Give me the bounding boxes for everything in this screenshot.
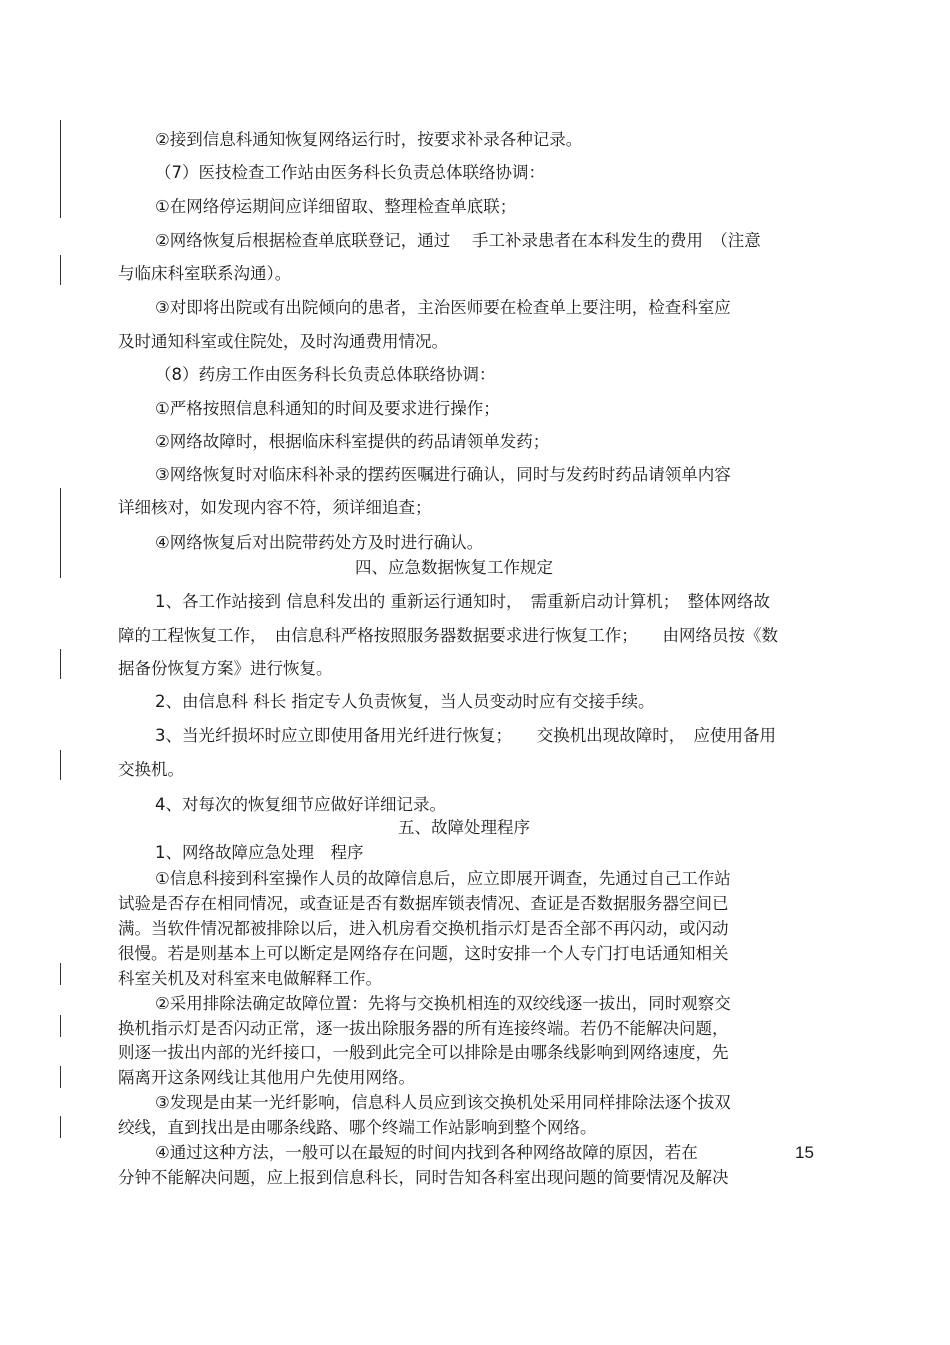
text-line: ③网络恢复时对临床科补录的摆药医嘱进行确认，同时与发药时药品请领单内容: [155, 465, 731, 484]
text-line: 3、当光纤损坏时应立即使用备用光纤进行恢复； 交换机出现故障时， 应使用备用: [155, 726, 776, 745]
change-bar: [60, 963, 61, 985]
text-line: 隔离开这条网线让其他用户先使用网络。: [118, 1068, 415, 1087]
text-line: 据备份恢复方案》进行恢复。: [118, 659, 333, 678]
text-line: 及时通知科室或住院处，及时沟通费用情况。: [118, 332, 448, 351]
text-line: ③发现是由某一光纤影响，信息科人员应到该交换机处采用同样排除法逐个拔双: [155, 1093, 731, 1112]
text-line: ②网络故障时，根据临床科室提供的药品请领单发药；: [155, 432, 550, 451]
text-line: ③对即将出院或有出院倾向的患者，主治医师要在检查单上要注明，检查科室应: [155, 298, 731, 317]
change-bar: [60, 255, 61, 285]
text-line: 试验是否存在相同情况，或查证是否有数据库锁表情况、查证是否数据服务器空间已: [118, 894, 729, 913]
text-line: ④网络恢复后对出院带药处方及时进行确认。: [155, 533, 484, 552]
text-line: （7）医技检查工作站由医务科长负责总体联络协调：: [155, 163, 545, 182]
text-line: ④通过这种方法，一般可以在最短的时间内找到各种网络故障的原因，若在: [155, 1143, 698, 1162]
text-line: ①严格按照信息科通知的时间及要求进行操作；: [155, 399, 500, 418]
text-line: 满。当软件情况都被排除以后，进入机房看交换机指示灯是否全部不再闪动，或闪动: [118, 919, 729, 938]
text-line: ①在网络停运期间应详细留取、整理检查单底联；: [155, 197, 517, 216]
change-bar: [60, 649, 61, 679]
text-line: 交换机。: [118, 760, 184, 779]
text-line: 则逐一拔出内部的光纤接口，一般到此完全可以排除是由哪条线影响到网络速度，先: [118, 1043, 729, 1062]
change-bar: [60, 488, 61, 578]
change-bar: [60, 750, 61, 780]
text-line: 换机指示灯是否闪动正常，逐一拔出除服务器的所有连接终端。若仍不能解决问题，: [118, 1019, 729, 1038]
change-bar: [60, 120, 61, 218]
text-line: （8）药房工作由医务科长负责总体联络协调：: [155, 365, 496, 384]
text-line: 详细核对，如发现内容不符，须详细追查；: [118, 498, 432, 517]
text-line: ②网络恢复后根据检查单底联登记，通过 手工补录患者在本科发生的费用 （注意: [155, 231, 761, 250]
change-bar: [60, 1066, 61, 1088]
text-line: 很慢。若是则基本上可以断定是网络存在问题，这时安排一个人专门打电话通知相关: [118, 944, 729, 963]
change-bar: [60, 1015, 61, 1037]
section-heading: 四、应急数据恢复工作规定: [355, 558, 553, 577]
text-line: 障的工程恢复工作， 由信息科严格按照服务器数据要求进行恢复工作； 由网络员按《数: [118, 626, 778, 645]
text-line: ②采用排除法确定故障位置：先将与交换机相连的双绞线逐一拔出，同时观察交: [155, 994, 731, 1013]
change-bar: [60, 1116, 61, 1138]
text-line: 与临床科室联系沟通）。: [118, 264, 292, 283]
text-line: 绞线，直到找出是由哪条线路、哪个终端工作站影响到整个网络。: [118, 1118, 597, 1137]
text-line: 分钟不能解决问题，应上报到信息科长，同时告知各科室出现问题的简要情况及解决: [118, 1168, 729, 1187]
text-line: 1、网络故障应急处理 程序: [155, 843, 364, 862]
text-line: ②接到信息科通知恢复网络运行时，按要求补录各种记录。: [155, 130, 583, 149]
page-number: 15: [795, 1143, 814, 1162]
text-line: 2、由信息科 科长 指定专人负责恢复，当人员变动时应有交接手续。: [155, 692, 655, 711]
text-line: 科室关机及对科室来电做解释工作。: [118, 969, 382, 988]
text-line: 4、对每次的恢复细节应做好详细记录。: [155, 795, 446, 814]
text-line: ①信息科接到科室操作人员的故障信息后，应立即展开调查，先通过自己工作站: [155, 869, 731, 888]
section-heading: 五、故障处理程序: [398, 818, 530, 837]
text-line: 1、各工作站接到 信息科发出的 重新运行通知时， 需重新启动计算机； 整体网络故: [155, 592, 770, 611]
